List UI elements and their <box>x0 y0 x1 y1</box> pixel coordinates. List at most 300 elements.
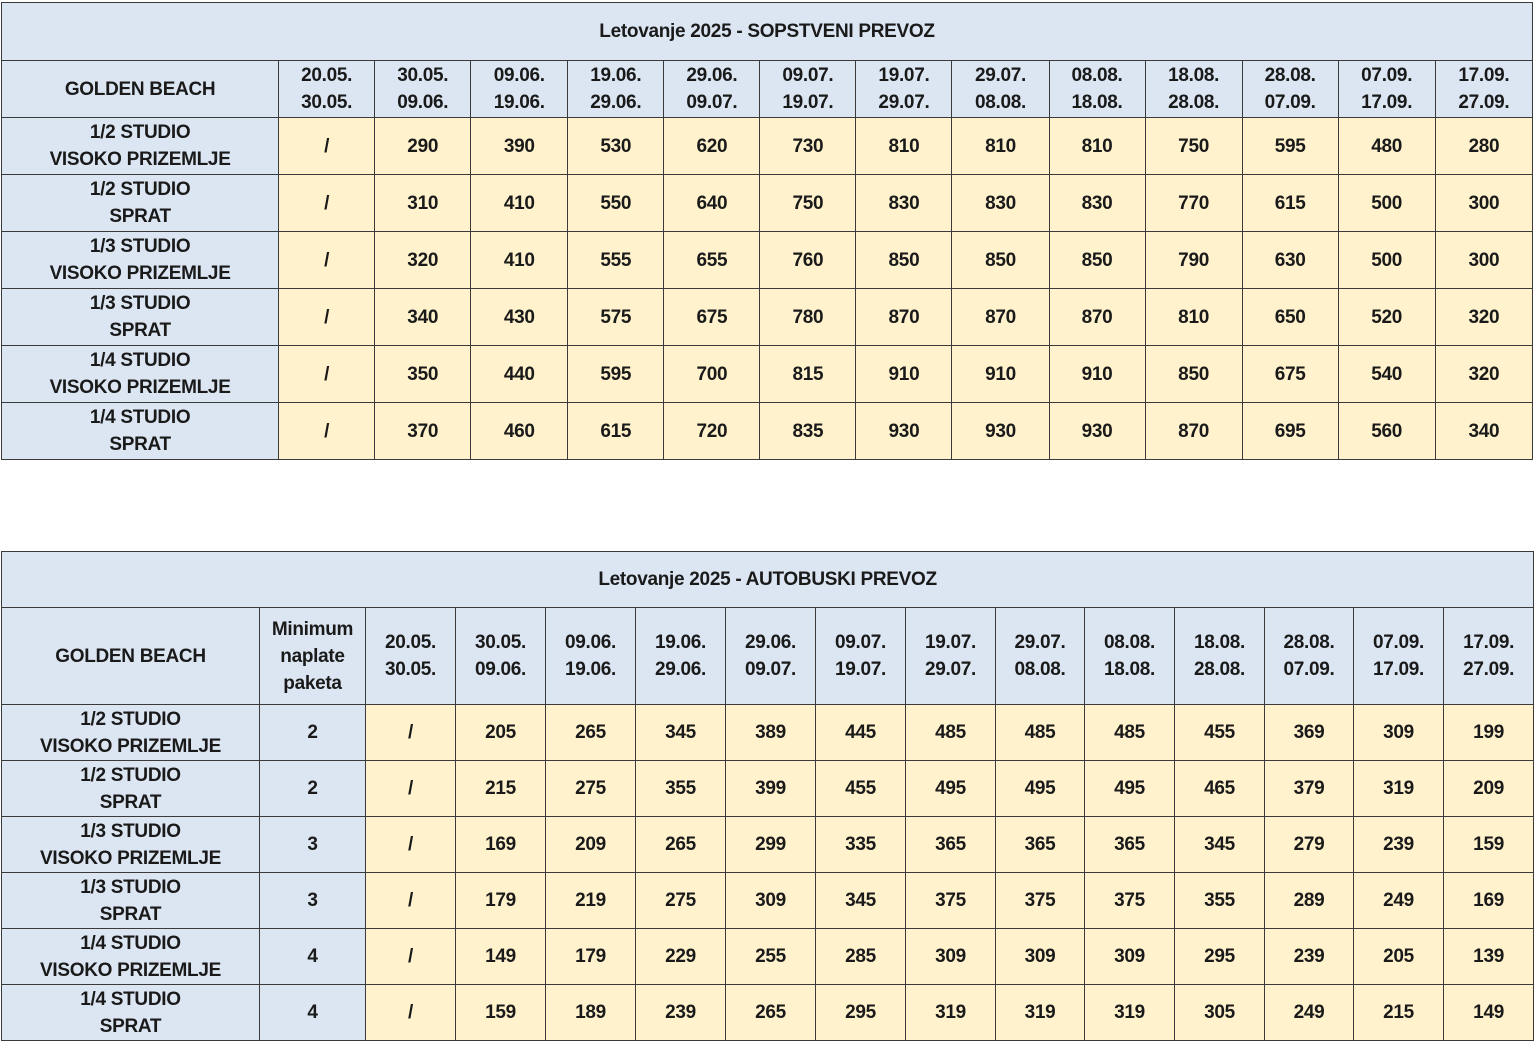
cell-line: 30.05. <box>474 632 527 653</box>
cell-line: 18.08. <box>1103 659 1156 680</box>
price-cell: 930 <box>952 403 1049 460</box>
price-cell: 595 <box>568 346 664 403</box>
period-header <box>1338 61 1435 118</box>
price-cell: 870 <box>1049 289 1145 346</box>
price-cell: 265 <box>636 817 726 873</box>
table-title-row <box>2 552 1534 608</box>
price-cell: 815 <box>760 346 856 403</box>
room-type <box>2 929 260 985</box>
price-cell: 870 <box>952 289 1049 346</box>
period-header <box>1242 61 1338 118</box>
price-cell: 700 <box>664 346 760 403</box>
cell-line: 30.05. <box>384 659 437 680</box>
period-header <box>568 61 664 118</box>
price-cell: 500 <box>1338 232 1435 289</box>
minimum-payment-value: 3 <box>260 873 366 929</box>
cell-line: paketa <box>283 672 342 694</box>
cell-line: 27.09. <box>1458 92 1510 113</box>
period-header <box>1435 61 1532 118</box>
price-cell: 310 <box>375 175 471 232</box>
price-cell: 655 <box>664 232 760 289</box>
cell-line: 27.09. <box>1463 659 1515 680</box>
price-cell: 365 <box>906 817 996 873</box>
price-table-own-transport <box>1 2 1533 460</box>
table-row <box>2 175 1533 232</box>
price-cell: 149 <box>456 929 546 985</box>
cell-line: 29.07. <box>974 65 1026 86</box>
table-row <box>2 817 1534 873</box>
price-cell: 830 <box>952 175 1049 232</box>
price-cell: 390 <box>471 118 568 175</box>
cell-line: 1/2 STUDIO <box>89 122 191 143</box>
table-row <box>2 929 1534 985</box>
table-header-row <box>2 608 1534 705</box>
price-cell: 285 <box>816 929 906 985</box>
period-header <box>1085 608 1175 705</box>
price-cell: 350 <box>375 346 471 403</box>
price-cell: 345 <box>1175 817 1265 873</box>
price-cell: / <box>366 817 456 873</box>
price-cell: 309 <box>1085 929 1175 985</box>
cell-line: VISOKO PRIZEMLJE <box>49 149 231 170</box>
table-row <box>2 705 1534 761</box>
price-cell: 810 <box>952 118 1049 175</box>
price-cell: / <box>366 705 456 761</box>
cell-line: 17.09. <box>1463 632 1515 653</box>
price-cell: 159 <box>1444 817 1534 873</box>
price-cell: 650 <box>1242 289 1338 346</box>
room-type <box>2 346 279 403</box>
cell-line: 19.07. <box>878 65 930 86</box>
cell-line: 09.07. <box>834 632 887 653</box>
price-cell: / <box>366 761 456 817</box>
cell-line: 09.07. <box>782 65 834 86</box>
cell-line: 08.08. <box>1071 65 1123 86</box>
price-cell: 430 <box>471 289 568 346</box>
cell-line: 09.07. <box>744 659 797 680</box>
cell-line: SPRAT <box>109 434 171 455</box>
period-header <box>375 61 471 118</box>
minimum-payment-value: 2 <box>260 761 366 817</box>
cell-line: 09.06. <box>564 632 617 653</box>
price-cell: 410 <box>471 175 568 232</box>
cell-line: 1/2 STUDIO <box>89 179 191 200</box>
price-cell: 375 <box>996 873 1085 929</box>
price-cell: 675 <box>1242 346 1338 403</box>
price-cell: 340 <box>375 289 471 346</box>
room-type <box>2 873 260 929</box>
cell-line: 1/3 STUDIO <box>89 236 191 257</box>
price-cell: 770 <box>1145 175 1242 232</box>
cell-line: 18.08. <box>1193 632 1246 653</box>
price-cell: 345 <box>636 705 726 761</box>
price-cell: 320 <box>1435 289 1532 346</box>
cell-line: 29.06. <box>686 65 738 86</box>
price-cell: 239 <box>636 985 726 1041</box>
price-cell: 280 <box>1435 118 1532 175</box>
price-cell: 219 <box>546 873 636 929</box>
room-type <box>2 118 279 175</box>
table-header-row <box>2 61 1533 118</box>
table-title: Letovanje 2025 - SOPSTVENI PREVOZ <box>2 3 1533 61</box>
price-cell: 365 <box>996 817 1085 873</box>
table-row <box>2 761 1534 817</box>
price-cell: 319 <box>906 985 996 1041</box>
cell-line: 07.09. <box>1264 92 1316 113</box>
price-cell: 355 <box>636 761 726 817</box>
cell-line: 17.09. <box>1458 65 1510 86</box>
price-cell: 615 <box>1242 175 1338 232</box>
cell-line: 07.09. <box>1361 65 1413 86</box>
cell-line: 30.05. <box>397 65 449 86</box>
room-type <box>2 761 260 817</box>
minimum-payment-value: 4 <box>260 985 366 1041</box>
price-cell: 750 <box>760 175 856 232</box>
price-cell: 319 <box>1354 761 1444 817</box>
cell-line: 1/4 STUDIO <box>89 350 191 371</box>
price-cell: 375 <box>906 873 996 929</box>
period-header <box>760 61 856 118</box>
price-cell: 910 <box>952 346 1049 403</box>
price-cell: 910 <box>1049 346 1145 403</box>
price-cell: 910 <box>856 346 952 403</box>
cell-line: 1/3 STUDIO <box>80 820 181 842</box>
price-cell: 309 <box>906 929 996 985</box>
cell-line: SPRAT <box>99 1015 162 1037</box>
price-cell: 480 <box>1338 118 1435 175</box>
price-cell: 379 <box>1265 761 1354 817</box>
price-cell: 530 <box>568 118 664 175</box>
period-header <box>1444 608 1534 705</box>
price-cell: 440 <box>471 346 568 403</box>
price-cell: 139 <box>1444 929 1534 985</box>
cell-line: 18.08. <box>1168 65 1220 86</box>
cell-line: 19.06. <box>493 92 545 113</box>
price-cell: / <box>366 873 456 929</box>
price-cell: 630 <box>1242 232 1338 289</box>
price-cell: 495 <box>906 761 996 817</box>
price-cell: 485 <box>906 705 996 761</box>
cell-line: naplate <box>280 645 345 667</box>
table-row <box>2 346 1533 403</box>
price-cell: 279 <box>1265 817 1354 873</box>
price-cell: 389 <box>726 705 816 761</box>
cell-line: 08.08. <box>1103 632 1156 653</box>
price-cell: 455 <box>1175 705 1265 761</box>
cell-line: 29.07. <box>1014 632 1066 653</box>
room-type <box>2 289 279 346</box>
price-cell: / <box>279 403 375 460</box>
cell-line: 17.09. <box>1372 659 1425 680</box>
price-cell: 300 <box>1435 232 1532 289</box>
price-cell: 335 <box>816 817 906 873</box>
table-row <box>2 118 1533 175</box>
price-cell: 370 <box>375 403 471 460</box>
table-row <box>2 289 1533 346</box>
cell-line: SPRAT <box>99 791 162 813</box>
price-cell: 205 <box>456 705 546 761</box>
price-cell: 229 <box>636 929 726 985</box>
period-header <box>906 608 996 705</box>
cell-line: 28.08. <box>1264 65 1316 86</box>
price-cell: 345 <box>816 873 906 929</box>
price-cell: 575 <box>568 289 664 346</box>
price-cell: 445 <box>816 705 906 761</box>
hotel-name: GOLDEN BEACH <box>2 608 260 705</box>
price-cell: 209 <box>546 817 636 873</box>
price-cell: 375 <box>1085 873 1175 929</box>
price-cell: 319 <box>1085 985 1175 1041</box>
cell-line: 07.09. <box>1372 632 1425 653</box>
price-cell: 249 <box>1354 873 1444 929</box>
price-cell: 930 <box>856 403 952 460</box>
price-cell: 149 <box>1444 985 1534 1041</box>
room-type <box>2 175 279 232</box>
cell-line: 1/3 STUDIO <box>80 876 181 898</box>
period-header <box>471 61 568 118</box>
cell-line: 19.07. <box>834 659 887 680</box>
price-cell: / <box>279 175 375 232</box>
price-cell: 850 <box>952 232 1049 289</box>
period-header <box>1049 61 1145 118</box>
minimum-payment-value: 2 <box>260 705 366 761</box>
price-cell: 399 <box>726 761 816 817</box>
room-type <box>2 985 260 1041</box>
price-cell: 275 <box>546 761 636 817</box>
cell-line: 20.05. <box>384 632 437 653</box>
cell-line: VISOKO PRIZEMLJE <box>39 735 221 757</box>
minimum-payment-header <box>260 608 366 705</box>
price-cell: 810 <box>1049 118 1145 175</box>
price-cell: 850 <box>856 232 952 289</box>
price-table-bus-transport <box>1 551 1534 1041</box>
table-row <box>2 873 1534 929</box>
price-cell: 780 <box>760 289 856 346</box>
price-cell: 320 <box>375 232 471 289</box>
price-cell: 169 <box>1444 873 1534 929</box>
price-cell: 640 <box>664 175 760 232</box>
price-cell: 295 <box>816 985 906 1041</box>
price-cell: 730 <box>760 118 856 175</box>
cell-line: 30.05. <box>301 92 353 113</box>
cell-line: 20.05. <box>301 65 353 86</box>
price-cell: 289 <box>1265 873 1354 929</box>
cell-line: 1/4 STUDIO <box>89 407 191 428</box>
period-header <box>1354 608 1444 705</box>
price-cell: 810 <box>856 118 952 175</box>
cell-line: VISOKO PRIZEMLJE <box>39 959 221 981</box>
table-row <box>2 232 1533 289</box>
cell-line: 29.06. <box>654 659 707 680</box>
price-cell: 930 <box>1049 403 1145 460</box>
price-cell: 265 <box>726 985 816 1041</box>
cell-line: SPRAT <box>109 206 171 227</box>
hotel-name: GOLDEN BEACH <box>2 61 279 118</box>
table-row <box>2 403 1533 460</box>
price-cell: 495 <box>1085 761 1175 817</box>
cell-line: 09.07. <box>686 92 738 113</box>
cell-line: 1/4 STUDIO <box>80 932 181 954</box>
price-cell: / <box>279 346 375 403</box>
cell-line: 29.07. <box>924 659 977 680</box>
price-cell: 410 <box>471 232 568 289</box>
cell-line: 19.06. <box>590 65 642 86</box>
cell-line: 08.08. <box>1014 659 1066 680</box>
room-type <box>2 817 260 873</box>
price-cell: 810 <box>1145 289 1242 346</box>
cell-line: 1/4 STUDIO <box>80 988 181 1010</box>
price-cell: 455 <box>816 761 906 817</box>
price-cell: 460 <box>471 403 568 460</box>
period-header <box>856 61 952 118</box>
cell-line: 28.08. <box>1168 92 1220 113</box>
price-cell: 540 <box>1338 346 1435 403</box>
cell-line: 09.06. <box>474 659 527 680</box>
price-cell: 835 <box>760 403 856 460</box>
price-cell: 760 <box>760 232 856 289</box>
price-cell: 485 <box>1085 705 1175 761</box>
period-header <box>1265 608 1354 705</box>
price-cell: 465 <box>1175 761 1265 817</box>
price-cell: 239 <box>1265 929 1354 985</box>
period-header <box>366 608 456 705</box>
price-cell: / <box>279 118 375 175</box>
price-cell: 295 <box>1175 929 1265 985</box>
period-header <box>664 61 760 118</box>
cell-line: VISOKO PRIZEMLJE <box>49 377 231 398</box>
price-cell: 620 <box>664 118 760 175</box>
price-cell: 299 <box>726 817 816 873</box>
cell-line: 28.08. <box>1283 632 1335 653</box>
period-header <box>996 608 1085 705</box>
price-cell: 595 <box>1242 118 1338 175</box>
price-cell: 179 <box>546 929 636 985</box>
price-cell: 870 <box>1145 403 1242 460</box>
cell-line: 29.07. <box>878 92 930 113</box>
price-cell: 290 <box>375 118 471 175</box>
price-cell: 520 <box>1338 289 1435 346</box>
price-cell: 300 <box>1435 175 1532 232</box>
period-header <box>636 608 726 705</box>
room-type <box>2 403 279 460</box>
minimum-payment-value: 4 <box>260 929 366 985</box>
cell-line: 19.07. <box>924 632 977 653</box>
price-cell: 305 <box>1175 985 1265 1041</box>
price-cell: 159 <box>456 985 546 1041</box>
price-cell: 495 <box>996 761 1085 817</box>
cell-line: 1/2 STUDIO <box>80 764 181 786</box>
cell-line: Minimum <box>271 618 354 640</box>
price-cell: 695 <box>1242 403 1338 460</box>
cell-line: 1/2 STUDIO <box>80 708 181 730</box>
minimum-payment-value: 3 <box>260 817 366 873</box>
period-header <box>456 608 546 705</box>
period-header <box>952 61 1049 118</box>
price-cell: 550 <box>568 175 664 232</box>
cell-line: SPRAT <box>109 320 171 341</box>
price-cell: 750 <box>1145 118 1242 175</box>
cell-line: 19.07. <box>782 92 834 113</box>
cell-line: 19.06. <box>564 659 617 680</box>
price-cell: / <box>366 985 456 1041</box>
price-cell: / <box>366 929 456 985</box>
price-cell: 215 <box>456 761 546 817</box>
price-cell: 790 <box>1145 232 1242 289</box>
price-cell: 870 <box>856 289 952 346</box>
price-cell: 830 <box>1049 175 1145 232</box>
price-cell: 555 <box>568 232 664 289</box>
price-cell: 850 <box>1049 232 1145 289</box>
cell-line: 08.08. <box>974 92 1026 113</box>
price-cell: 209 <box>1444 761 1534 817</box>
price-cell: 830 <box>856 175 952 232</box>
price-cell: 249 <box>1265 985 1354 1041</box>
price-cell: 355 <box>1175 873 1265 929</box>
price-cell: 365 <box>1085 817 1175 873</box>
cell-line: 29.06. <box>590 92 642 113</box>
period-header <box>546 608 636 705</box>
price-cell: 309 <box>726 873 816 929</box>
price-cell: 500 <box>1338 175 1435 232</box>
price-cell: 205 <box>1354 929 1444 985</box>
price-cell: 320 <box>1435 346 1532 403</box>
cell-line: VISOKO PRIZEMLJE <box>49 263 231 284</box>
price-cell: 255 <box>726 929 816 985</box>
table-row <box>2 985 1534 1041</box>
cell-line: SPRAT <box>99 903 162 925</box>
cell-line: 07.09. <box>1283 659 1335 680</box>
price-cell: 485 <box>996 705 1085 761</box>
price-cell: 189 <box>546 985 636 1041</box>
room-type <box>2 705 260 761</box>
price-cell: 369 <box>1265 705 1354 761</box>
price-cell: 560 <box>1338 403 1435 460</box>
room-type <box>2 232 279 289</box>
period-header <box>279 61 375 118</box>
cell-line: 17.09. <box>1361 92 1413 113</box>
period-header <box>726 608 816 705</box>
cell-line: 18.08. <box>1071 92 1123 113</box>
table-title: Letovanje 2025 - AUTOBUSKI PREVOZ <box>2 552 1534 608</box>
cell-line: 09.06. <box>493 65 545 86</box>
cell-line: 28.08. <box>1193 659 1246 680</box>
price-cell: 309 <box>996 929 1085 985</box>
period-header <box>1175 608 1265 705</box>
price-cell: / <box>279 232 375 289</box>
price-cell: 179 <box>456 873 546 929</box>
period-header <box>816 608 906 705</box>
price-cell: 850 <box>1145 346 1242 403</box>
period-header <box>1145 61 1242 118</box>
price-cell: 675 <box>664 289 760 346</box>
price-cell: 265 <box>546 705 636 761</box>
price-cell: 615 <box>568 403 664 460</box>
price-cell: 275 <box>636 873 726 929</box>
price-cell: 239 <box>1354 817 1444 873</box>
price-cell: 340 <box>1435 403 1532 460</box>
cell-line: 09.06. <box>397 92 449 113</box>
price-cell: / <box>279 289 375 346</box>
price-cell: 199 <box>1444 705 1534 761</box>
table-title-row <box>2 3 1533 61</box>
cell-line: 19.06. <box>654 632 707 653</box>
price-cell: 720 <box>664 403 760 460</box>
price-cell: 215 <box>1354 985 1444 1041</box>
price-cell: 319 <box>996 985 1085 1041</box>
cell-line: 1/3 STUDIO <box>89 293 191 314</box>
cell-line: 29.06. <box>744 632 797 653</box>
price-cell: 169 <box>456 817 546 873</box>
